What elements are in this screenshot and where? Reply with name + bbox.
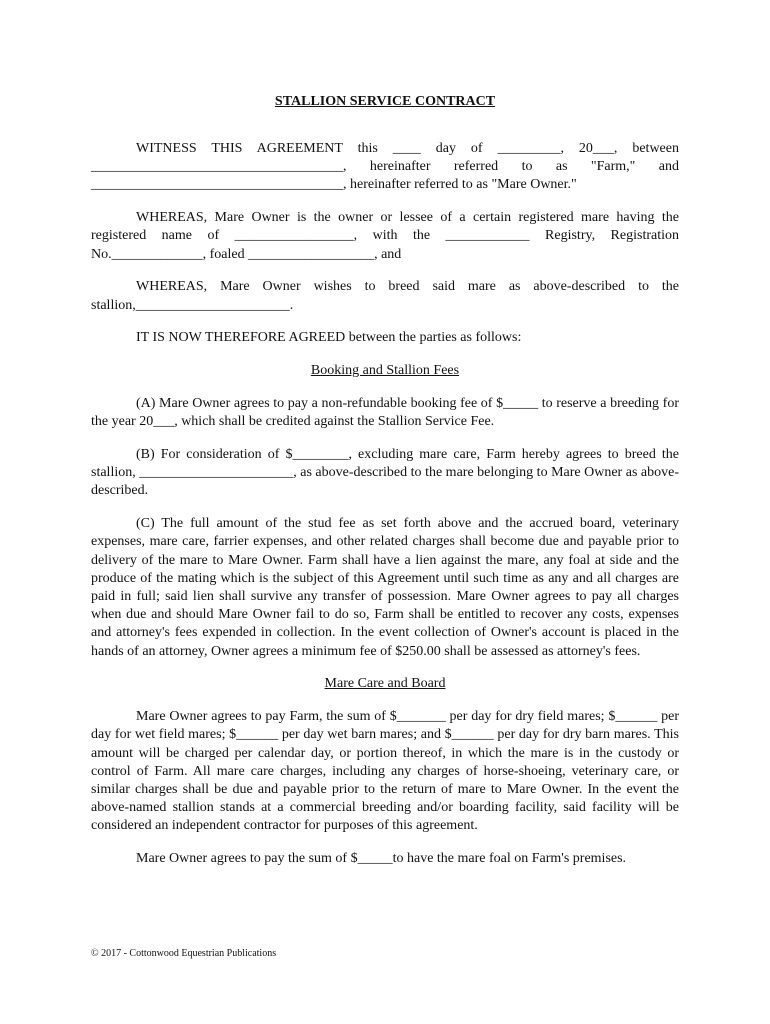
foaling-fee-paragraph: Mare Owner agrees to pay the sum of $_____to have the mare foal on Farm's premises. (136, 851, 627, 867)
document-title: STALLION SERVICE CONTRACT (274, 94, 496, 109)
document-body (91, 140, 679, 868)
whereas-breed-paragraph: WHEREAS, Mare Owner wishes to breed said mare as above-described to the stallion,______________________. (91, 279, 679, 313)
clause-c-paragraph: (C) The full amount of the stud fee as set forth above and the accrued board, veterinary expenses, mare care, farrier expenses, and other related charges shall become due and payable prior to delivery of the mare to Mare Owner. Farm shall have a lien against the mare, any foal at side and the produce of the mating which is the subject of this Agreement until such time as any and all charges are paid in full; said lien shall survive any transfer of possession. Mare Owner agrees to pay all charges when due and should Mare Owner fail to do so, Farm shall be entitled to recover any costs, expenses and attorney's fees expended in collection. In the event collection of Owner's account is placed in the hands of an attorney, Owner agrees a minimum fee of $250.00 shall be assessed as attorney's fees. (91, 516, 679, 659)
agreement-paragraph: IT IS NOW THEREFORE AGREED between the parties as follows: (136, 330, 522, 346)
witness-paragraph: WITNESS THIS AGREEMENT this ____ day of _________, 20___, between ____________________________________, hereinafter referred to as "Farm," and ____________________________________, hereinafter referred to as "Mare Owner." (91, 141, 679, 193)
booking-fees-heading: Booking and Stallion Fees (310, 363, 460, 379)
copyright-footer: © 2017 - Cottonwood Equestrian Publications (91, 948, 277, 959)
mare-care-paragraph: Mare Owner agrees to pay Farm, the sum of $_______ per day for dry field mares; $______ per day for wet field mares; $______ per day wet barn mares; and $______ per day for dry barn mares. This amount will be charged per calendar day, or portion thereof, in which the mare is in the custody or control of Farm. All mare care charges, including any charges of horse-shoeing, veterinary care, or similar charges shall be due and payable prior to the return of mare to Mare Owner. In the event the above-named stallion stands at a commercial breeding and/or boarding facility, said facility will be considered an independent contractor for purposes of this agreement. (91, 709, 679, 834)
whereas-owner-paragraph: WHEREAS, Mare Owner is the owner or lessee of a certain registered mare having the registered name of _________________, with the ____________ Registry, Registration No._____________, foaled __________________, and (91, 210, 679, 262)
clause-b-paragraph: (B) For consideration of $________, excluding mare care, Farm hereby agrees to breed the stallion, ______________________, as above-described to the mare belonging to Mare Owner as above-described. (91, 447, 679, 499)
clause-a-paragraph: (A) Mare Owner agrees to pay a non-refundable booking fee of $_____ to reserve a breeding for the year 20___, which shall be credited against the Stallion Service Fee. (91, 396, 679, 430)
mare-care-heading: Mare Care and Board (324, 676, 446, 692)
